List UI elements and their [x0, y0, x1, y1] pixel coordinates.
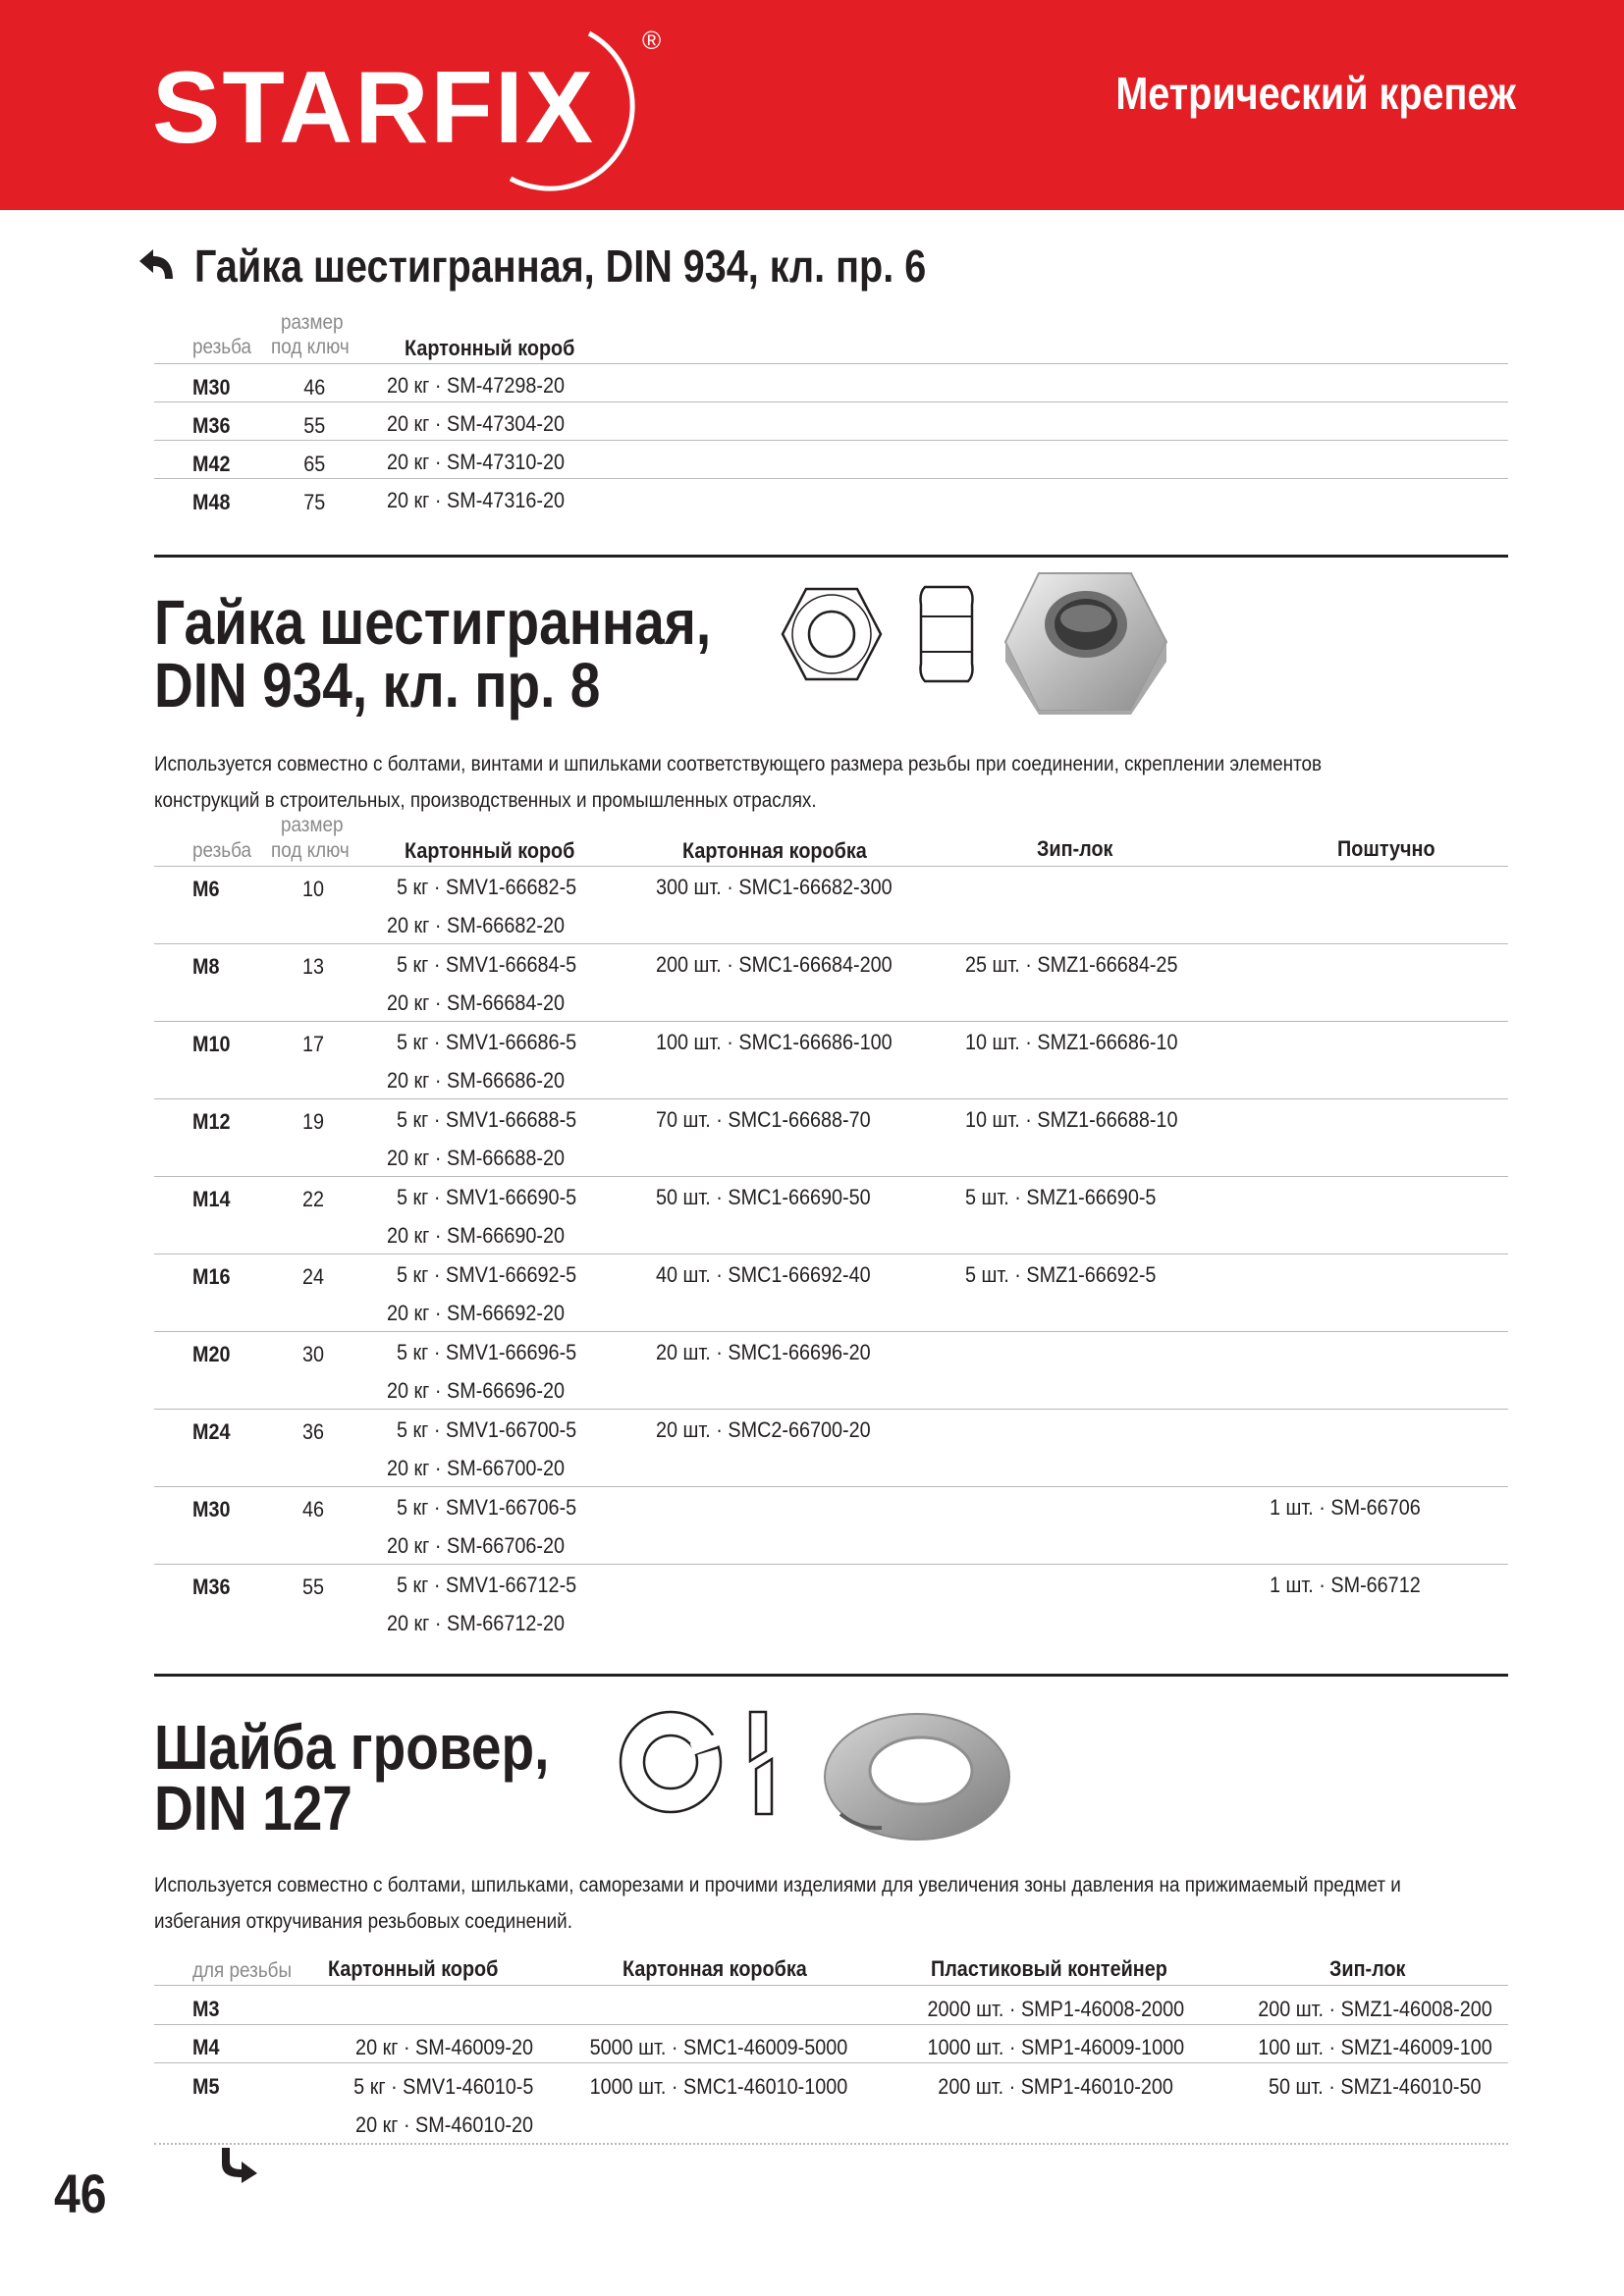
thread-cell: M14: [192, 1187, 231, 1211]
box-cell: 20 кг · SM-66682-20: [387, 913, 565, 937]
box-cell: 20 кг · SM-66696-20: [387, 1378, 565, 1403]
carton-cell: 20 шт. · SMC2-66700-20: [656, 1417, 871, 1442]
table-end-divider: [154, 2143, 1508, 2145]
box-cell: 20 кг · SM-46009-20: [354, 2035, 533, 2059]
key-cell: 46: [303, 375, 326, 400]
ziplock-cell: 100 шт. · SMZ1-46009-100: [1257, 2035, 1492, 2059]
row-divider: [154, 1176, 1508, 1177]
thread-cell: M10: [192, 1032, 231, 1056]
carton-cell: 200 шт. · SMC1-66684-200: [656, 952, 893, 977]
carton-cell: 70 шт. · SMC1-66688-70: [656, 1107, 871, 1132]
box-cell: 20 кг · SM-66690-20: [387, 1223, 565, 1248]
ziplock-cell: 200 шт. · SMZ1-46008-200: [1257, 1997, 1492, 2021]
carton-cell: 100 шт. · SMC1-66686-100: [656, 1030, 893, 1054]
row-divider: [154, 2024, 1508, 2025]
key-cell: 10: [302, 877, 325, 901]
row-divider: [154, 478, 1508, 479]
col-header-thread: для резьбы: [192, 1959, 293, 1982]
box-cell: 5 кг · SMV1-66700-5: [397, 1417, 577, 1442]
section-title-line1: Гайка шестигранная,: [154, 587, 712, 658]
col-header-thread: резьба: [192, 839, 252, 862]
thread-cell: M42: [192, 452, 231, 476]
col-header-box: Картонный короб: [405, 336, 575, 360]
box-cell: 5 кг · SMV1-46010-5: [353, 2074, 534, 2099]
section-divider: [154, 555, 1508, 558]
col-header-thread: резьба: [192, 336, 252, 358]
key-cell: 13: [302, 954, 325, 979]
back-arrow-icon: [135, 247, 177, 283]
hex-nut-photo: [1001, 563, 1168, 717]
col-header-carton: Картонная коробка: [682, 838, 867, 863]
key-cell: 46: [302, 1497, 325, 1522]
col-header-box: Картонный короб: [328, 1956, 499, 1981]
row-divider: [154, 1098, 1508, 1099]
thread-cell: M30: [192, 1497, 231, 1522]
box-cell: 20 кг · SM-66712-20: [387, 1611, 565, 1635]
thread-cell: M12: [192, 1109, 231, 1134]
thread-cell: M30: [192, 375, 231, 400]
plastic-cell: 2000 шт. · SMP1-46008-2000: [927, 1997, 1184, 2021]
box-cell: 20 кг · SM-47298-20: [387, 373, 565, 398]
section-divider: [154, 1674, 1508, 1677]
spring-washer-side-view-icon: [742, 1708, 782, 1818]
key-cell: 17: [302, 1032, 325, 1056]
col-header-carton: Картонная коробка: [623, 1956, 807, 1981]
col-header-key-size: размер: [281, 814, 344, 836]
thread-cell: M48: [192, 490, 231, 514]
row-divider: [154, 1409, 1508, 1410]
spring-washer-photo: [821, 1706, 1013, 1843]
row-divider: [154, 1331, 1508, 1332]
row-divider: [154, 1254, 1508, 1255]
box-cell: 20 кг · SM-66706-20: [387, 1533, 565, 1558]
thread-cell: M36: [192, 413, 231, 438]
col-header-key-size-bottom: под ключ: [271, 336, 350, 358]
ziplock-cell: 10 шт. · SMZ1-66688-10: [965, 1107, 1178, 1132]
ziplock-cell: 50 шт. · SMZ1-46010-50: [1268, 2074, 1481, 2099]
box-cell: 20 кг · SM-66700-20: [387, 1456, 565, 1480]
col-header-plastic: Пластиковый контейнер: [931, 1956, 1167, 1981]
box-cell: 5 кг · SMV1-66696-5: [397, 1340, 577, 1364]
piece-cell: 1 шт. · SM-66706: [1270, 1495, 1421, 1520]
thread-cell: M8: [192, 954, 220, 979]
key-cell: 75: [303, 490, 326, 514]
box-cell: 20 кг · SM-46010-20: [354, 2112, 533, 2137]
continue-arrow-icon: [218, 2146, 261, 2183]
ziplock-cell: 5 шт. · SMZ1-66690-5: [965, 1185, 1157, 1209]
row-divider: [154, 1486, 1508, 1487]
ziplock-cell: 25 шт. · SMZ1-66684-25: [965, 952, 1178, 977]
box-cell: 5 кг · SMV1-66692-5: [397, 1262, 577, 1287]
carton-cell: 40 шт. · SMC1-66692-40: [656, 1262, 871, 1287]
section-title-line1: Шайба гровер,: [154, 1712, 550, 1783]
carton-cell: 5000 шт. · SMC1-46009-5000: [589, 2035, 848, 2059]
row-divider: [154, 2062, 1508, 2063]
box-cell: 5 кг · SMV1-66686-5: [397, 1030, 577, 1054]
thread-cell: M4: [192, 2035, 220, 2059]
box-cell: 5 кг · SMV1-66690-5: [397, 1185, 577, 1209]
thread-cell: M5: [192, 2074, 220, 2099]
section-title-line2: DIN 934, кл. пр. 8: [154, 650, 601, 721]
section-description-line2: избегания откручивания резьбовых соединений.: [154, 1910, 572, 1933]
thread-cell: M6: [192, 877, 220, 901]
col-header-key-size: размер: [281, 311, 344, 334]
box-cell: 20 кг · SM-66684-20: [387, 990, 565, 1015]
section-title: Гайка шестигранная, DIN 934, кл. пр. 6: [194, 240, 927, 292]
section-description-line1: Используется совместно с болтами, шпильками, саморезами и прочими изделиями для увеличения зоны давления на прижимаемый предмет и: [154, 1874, 1401, 1896]
page-number: 46: [54, 2163, 107, 2224]
ziplock-cell: 10 шт. · SMZ1-66686-10: [965, 1030, 1178, 1054]
key-cell: 55: [302, 1575, 325, 1599]
box-cell: 5 кг · SMV1-66712-5: [397, 1573, 577, 1597]
col-header-piece: Поштучно: [1337, 836, 1435, 861]
box-cell: 20 кг · SM-66686-20: [387, 1068, 565, 1093]
header-title: Метрический крепеж: [1115, 68, 1516, 119]
row-divider: [154, 1564, 1508, 1565]
registered-mark: ®: [642, 26, 662, 55]
thread-cell: M20: [192, 1342, 231, 1366]
carton-cell: 1000 шт. · SMC1-46010-1000: [589, 2074, 848, 2099]
carton-cell: 50 шт. · SMC1-66690-50: [656, 1185, 871, 1209]
box-cell: 20 кг · SM-47304-20: [387, 411, 565, 436]
box-cell: 5 кг · SMV1-66688-5: [397, 1107, 577, 1132]
row-divider: [154, 363, 1508, 364]
box-cell: 5 кг · SMV1-66682-5: [397, 875, 577, 899]
key-cell: 22: [302, 1187, 325, 1211]
col-header-key-size-bottom: под ключ: [271, 839, 350, 862]
section-description-line2: конструкций в строительных, производственных и промышленных отраслях.: [154, 789, 817, 812]
row-divider: [154, 943, 1508, 944]
hex-nut-side-view-icon: [917, 583, 976, 685]
col-header-box: Картонный короб: [405, 838, 575, 863]
key-cell: 36: [302, 1419, 325, 1444]
row-divider: [154, 1021, 1508, 1022]
key-cell: 65: [303, 452, 326, 476]
row-divider: [154, 401, 1508, 402]
box-cell: 5 кг · SMV1-66684-5: [397, 952, 577, 977]
box-cell: 20 кг · SM-47310-20: [387, 450, 565, 474]
thread-cell: M36: [192, 1575, 231, 1599]
key-cell: 30: [302, 1342, 325, 1366]
hex-nut-top-view-icon: [781, 585, 883, 683]
box-cell: 20 кг · SM-47316-20: [387, 488, 565, 512]
thread-cell: M24: [192, 1419, 231, 1444]
row-divider: [154, 440, 1508, 441]
key-cell: 24: [302, 1264, 325, 1289]
row-divider: [154, 1985, 1508, 1986]
thread-cell: M16: [192, 1264, 231, 1289]
box-cell: 20 кг · SM-66688-20: [387, 1146, 565, 1170]
row-divider: [154, 866, 1508, 867]
col-header-ziplock: Зип-лок: [1329, 1956, 1406, 1981]
section-title-line2: DIN 127: [154, 1773, 352, 1843]
section-description-line1: Используется совместно с болтами, винтами и шпильками соответствующего размера резьбы при соединении, скреплении элементов: [154, 753, 1323, 775]
spring-washer-top-view-icon: [617, 1708, 725, 1816]
piece-cell: 1 шт. · SM-66712: [1270, 1573, 1421, 1597]
key-cell: 19: [302, 1109, 325, 1134]
col-header-ziplock: Зип-лок: [1037, 836, 1113, 861]
carton-cell: 20 шт. · SMC1-66696-20: [656, 1340, 871, 1364]
thread-cell: M3: [192, 1997, 220, 2021]
brand-logo: STARFIX: [152, 51, 596, 165]
plastic-cell: 200 шт. · SMP1-46010-200: [938, 2074, 1173, 2099]
box-cell: 20 кг · SM-66692-20: [387, 1301, 565, 1325]
carton-cell: 300 шт. · SMC1-66682-300: [656, 875, 893, 899]
plastic-cell: 1000 шт. · SMP1-46009-1000: [927, 2035, 1184, 2059]
key-cell: 55: [303, 413, 326, 438]
box-cell: 5 кг · SMV1-66706-5: [397, 1495, 577, 1520]
ziplock-cell: 5 шт. · SMZ1-66692-5: [965, 1262, 1157, 1287]
